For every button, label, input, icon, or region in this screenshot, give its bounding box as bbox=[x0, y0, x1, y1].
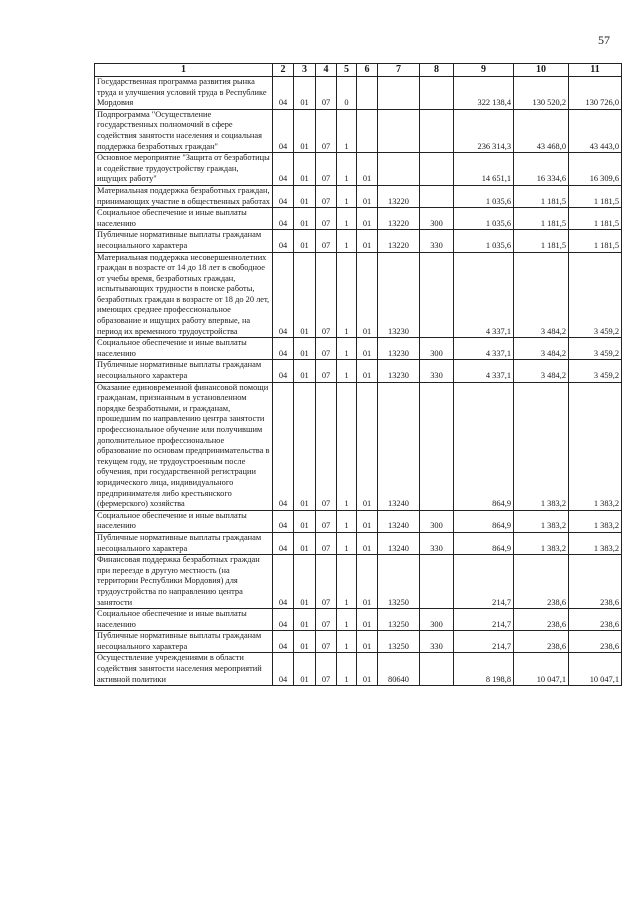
code-cell: 01 bbox=[357, 609, 378, 631]
code-cell: 01 bbox=[357, 653, 378, 686]
code-cell: 01 bbox=[294, 555, 316, 609]
amount-cell: 1 181,5 bbox=[514, 185, 569, 207]
amount-cell: 1 383,2 bbox=[514, 532, 569, 554]
code-cell: 01 bbox=[357, 185, 378, 207]
table-row bbox=[95, 77, 622, 110]
code-cell: 04 bbox=[273, 653, 294, 686]
amount-cell: 14 651,1 bbox=[454, 153, 514, 186]
code-cell bbox=[378, 77, 420, 110]
amount-cell: 1 035,6 bbox=[454, 185, 514, 207]
amount-cell: 1 181,5 bbox=[514, 230, 569, 252]
code-cell bbox=[420, 109, 454, 152]
code-cell: 07 bbox=[316, 609, 337, 631]
code-cell: 300 bbox=[420, 338, 454, 360]
amount-cell: 1 181,5 bbox=[569, 230, 622, 252]
code-cell: 04 bbox=[273, 532, 294, 554]
code-cell: 13230 bbox=[378, 252, 420, 338]
code-cell: 04 bbox=[273, 338, 294, 360]
code-cell: 07 bbox=[316, 230, 337, 252]
code-cell: 1 bbox=[337, 252, 357, 338]
code-cell: 01 bbox=[357, 631, 378, 653]
column-header: 10 bbox=[514, 64, 569, 77]
code-cell: 07 bbox=[316, 532, 337, 554]
code-cell: 1 bbox=[337, 510, 357, 532]
amount-cell: 322 138,4 bbox=[454, 77, 514, 110]
code-cell: 1 bbox=[337, 230, 357, 252]
code-cell: 1 bbox=[337, 555, 357, 609]
table-row bbox=[95, 532, 622, 554]
code-cell: 04 bbox=[273, 382, 294, 510]
row-name: Финансовая поддержка безработных граждан при переезде в другую местность (на территории Республики Мордовия) для трудоустройства по направлению центра занятости bbox=[95, 555, 273, 609]
row-name: Подпрограмма "Осуществление государственных полномочий в сфере содействия занятости населения и социальная поддержка безработных граждан" bbox=[95, 109, 273, 152]
code-cell: 01 bbox=[294, 109, 316, 152]
amount-cell: 4 337,1 bbox=[454, 338, 514, 360]
amount-cell: 1 383,2 bbox=[514, 382, 569, 510]
code-cell: 13220 bbox=[378, 230, 420, 252]
code-cell: 13230 bbox=[378, 360, 420, 382]
table-row bbox=[95, 360, 622, 382]
code-cell: 1 bbox=[337, 653, 357, 686]
table-row bbox=[95, 185, 622, 207]
amount-cell: 1 035,6 bbox=[454, 230, 514, 252]
code-cell bbox=[420, 555, 454, 609]
amount-cell: 130 520,2 bbox=[514, 77, 569, 110]
code-cell bbox=[420, 153, 454, 186]
amount-cell: 864,9 bbox=[454, 510, 514, 532]
amount-cell: 16 334,6 bbox=[514, 153, 569, 186]
row-name: Материальная поддержка безработных граждан, принимающих участие в общественных работах bbox=[95, 185, 273, 207]
code-cell: 13240 bbox=[378, 510, 420, 532]
column-header: 4 bbox=[316, 64, 337, 77]
table-row bbox=[95, 382, 622, 510]
amount-cell: 43 468,0 bbox=[514, 109, 569, 152]
code-cell: 01 bbox=[294, 382, 316, 510]
page-number: 57 bbox=[598, 33, 610, 47]
column-header: 1 bbox=[95, 64, 273, 77]
code-cell: 04 bbox=[273, 609, 294, 631]
amount-cell: 238,6 bbox=[514, 609, 569, 631]
code-cell: 07 bbox=[316, 360, 337, 382]
table-row bbox=[95, 609, 622, 631]
code-cell: 04 bbox=[273, 185, 294, 207]
code-cell: 07 bbox=[316, 510, 337, 532]
code-cell: 04 bbox=[273, 153, 294, 186]
amount-cell: 16 309,6 bbox=[569, 153, 622, 186]
amount-cell: 1 383,2 bbox=[569, 382, 622, 510]
code-cell: 04 bbox=[273, 510, 294, 532]
amount-cell: 3 459,2 bbox=[569, 338, 622, 360]
code-cell: 13230 bbox=[378, 338, 420, 360]
code-cell: 1 bbox=[337, 382, 357, 510]
table-row bbox=[95, 653, 622, 686]
row-name: Основное мероприятие "Защита от безработицы и содействие трудоустройству граждан, ищущих работу" bbox=[95, 153, 273, 186]
code-cell: 01 bbox=[357, 532, 378, 554]
code-cell: 01 bbox=[294, 77, 316, 110]
column-header: 3 bbox=[294, 64, 316, 77]
code-cell: 1 bbox=[337, 185, 357, 207]
code-cell: 1 bbox=[337, 208, 357, 230]
code-cell: 13250 bbox=[378, 555, 420, 609]
code-cell: 01 bbox=[357, 382, 378, 510]
amount-cell: 864,9 bbox=[454, 382, 514, 510]
row-name: Оказание единовременной финансовой помощи гражданам, признанным в установленном порядке безработными, и гражданам, прошедшим по направлению центра занятости профессиональное обучение или получившим дополнительное профессиональное образование по основам предпринимательства в текущем году, не трудоустроенным после обучения, при государственной регистрации юридического лица, индивидуального предпринимателя либо крестьянского (фермерского) хозяйства bbox=[95, 382, 273, 510]
table-row bbox=[95, 230, 622, 252]
code-cell: 13240 bbox=[378, 382, 420, 510]
code-cell: 04 bbox=[273, 631, 294, 653]
code-cell: 07 bbox=[316, 252, 337, 338]
code-cell: 01 bbox=[294, 653, 316, 686]
code-cell: 07 bbox=[316, 631, 337, 653]
code-cell: 13250 bbox=[378, 609, 420, 631]
code-cell: 07 bbox=[316, 555, 337, 609]
code-cell: 07 bbox=[316, 382, 337, 510]
code-cell: 01 bbox=[357, 360, 378, 382]
amount-cell: 43 443,0 bbox=[569, 109, 622, 152]
table-row bbox=[95, 208, 622, 230]
header-row bbox=[95, 64, 622, 77]
code-cell: 01 bbox=[294, 360, 316, 382]
code-cell: 01 bbox=[294, 230, 316, 252]
row-name: Публичные нормативные выплаты гражданам несоциального характера bbox=[95, 631, 273, 653]
amount-cell: 214,7 bbox=[454, 631, 514, 653]
row-name: Материальная поддержка несовершеннолетних граждан в возрасте от 14 до 18 лет в свободное от учебы время, безработных граждан, испытывающих трудности в поиске работы, безработных граждан в возрасте от 18 до 20 лет, имеющих среднее профессиональное образование и ищущих работу впервые, на период их временного трудоустройства bbox=[95, 252, 273, 338]
code-cell: 01 bbox=[357, 208, 378, 230]
amount-cell: 3 484,2 bbox=[514, 338, 569, 360]
code-cell bbox=[420, 382, 454, 510]
amount-cell: 130 726,0 bbox=[569, 77, 622, 110]
column-header: 5 bbox=[337, 64, 357, 77]
column-header: 2 bbox=[273, 64, 294, 77]
amount-cell: 1 383,2 bbox=[569, 510, 622, 532]
code-cell: 07 bbox=[316, 153, 337, 186]
amount-cell: 1 383,2 bbox=[569, 532, 622, 554]
code-cell bbox=[357, 77, 378, 110]
code-cell: 07 bbox=[316, 185, 337, 207]
code-cell: 1 bbox=[337, 532, 357, 554]
column-header: 8 bbox=[420, 64, 454, 77]
amount-cell: 238,6 bbox=[514, 555, 569, 609]
row-name: Социальное обеспечение и иные выплаты населению bbox=[95, 208, 273, 230]
column-header: 9 bbox=[454, 64, 514, 77]
table-row bbox=[95, 555, 622, 609]
amount-cell: 1 181,5 bbox=[514, 208, 569, 230]
amount-cell: 10 047,1 bbox=[514, 653, 569, 686]
amount-cell: 1 181,5 bbox=[569, 208, 622, 230]
row-name: Осуществление учреждениями в области содействия занятости населения мероприятий активной политики bbox=[95, 653, 273, 686]
code-cell: 07 bbox=[316, 208, 337, 230]
table-row bbox=[95, 109, 622, 152]
code-cell: 07 bbox=[316, 338, 337, 360]
table-row bbox=[95, 631, 622, 653]
row-name: Государственная программа развития рынка труда и улучшения условий труда в Республике Мордовия bbox=[95, 77, 273, 110]
code-cell: 07 bbox=[316, 109, 337, 152]
amount-cell: 3 459,2 bbox=[569, 360, 622, 382]
row-name: Публичные нормативные выплаты гражданам несоциального характера bbox=[95, 230, 273, 252]
amount-cell: 3 484,2 bbox=[514, 252, 569, 338]
amount-cell: 4 337,1 bbox=[454, 360, 514, 382]
code-cell: 01 bbox=[294, 609, 316, 631]
code-cell: 01 bbox=[294, 532, 316, 554]
table-row bbox=[95, 338, 622, 360]
column-header: 11 bbox=[569, 64, 622, 77]
amount-cell: 214,7 bbox=[454, 609, 514, 631]
code-cell: 01 bbox=[294, 208, 316, 230]
row-name: Социальное обеспечение и иные выплаты населению bbox=[95, 510, 273, 532]
code-cell: 01 bbox=[357, 338, 378, 360]
code-cell: 0 bbox=[337, 77, 357, 110]
amount-cell: 238,6 bbox=[514, 631, 569, 653]
code-cell: 1 bbox=[337, 109, 357, 152]
code-cell: 13220 bbox=[378, 208, 420, 230]
code-cell: 330 bbox=[420, 631, 454, 653]
code-cell: 01 bbox=[294, 252, 316, 338]
code-cell: 13250 bbox=[378, 631, 420, 653]
column-header: 7 bbox=[378, 64, 420, 77]
code-cell: 330 bbox=[420, 230, 454, 252]
code-cell: 300 bbox=[420, 510, 454, 532]
code-cell: 04 bbox=[273, 208, 294, 230]
amount-cell: 214,7 bbox=[454, 555, 514, 609]
amount-cell: 1 383,2 bbox=[514, 510, 569, 532]
code-cell: 04 bbox=[273, 252, 294, 338]
amount-cell: 1 181,5 bbox=[569, 185, 622, 207]
table-body bbox=[95, 77, 622, 686]
code-cell: 04 bbox=[273, 77, 294, 110]
code-cell: 1 bbox=[337, 360, 357, 382]
code-cell: 1 bbox=[337, 338, 357, 360]
amount-cell: 8 198,8 bbox=[454, 653, 514, 686]
code-cell: 80640 bbox=[378, 653, 420, 686]
amount-cell: 3 459,2 bbox=[569, 252, 622, 338]
code-cell bbox=[420, 185, 454, 207]
table-row bbox=[95, 510, 622, 532]
code-cell: 04 bbox=[273, 555, 294, 609]
row-name: Публичные нормативные выплаты гражданам несоциального характера bbox=[95, 360, 273, 382]
code-cell: 07 bbox=[316, 653, 337, 686]
code-cell: 01 bbox=[294, 338, 316, 360]
code-cell: 04 bbox=[273, 230, 294, 252]
code-cell: 1 bbox=[337, 153, 357, 186]
amount-cell: 238,6 bbox=[569, 609, 622, 631]
code-cell bbox=[420, 653, 454, 686]
code-cell: 01 bbox=[294, 631, 316, 653]
code-cell bbox=[357, 109, 378, 152]
code-cell: 04 bbox=[273, 360, 294, 382]
table-row bbox=[95, 252, 622, 338]
code-cell bbox=[378, 153, 420, 186]
amount-cell: 238,6 bbox=[569, 555, 622, 609]
code-cell: 01 bbox=[357, 510, 378, 532]
row-name: Социальное обеспечение и иные выплаты населению bbox=[95, 609, 273, 631]
code-cell: 01 bbox=[357, 230, 378, 252]
amount-cell: 864,9 bbox=[454, 532, 514, 554]
budget-table bbox=[94, 63, 622, 686]
column-header: 6 bbox=[357, 64, 378, 77]
code-cell: 13240 bbox=[378, 532, 420, 554]
code-cell: 1 bbox=[337, 609, 357, 631]
code-cell: 01 bbox=[357, 153, 378, 186]
amount-cell: 236 314,3 bbox=[454, 109, 514, 152]
code-cell: 01 bbox=[357, 252, 378, 338]
code-cell: 01 bbox=[357, 555, 378, 609]
code-cell bbox=[378, 109, 420, 152]
table-row bbox=[95, 153, 622, 186]
amount-cell: 238,6 bbox=[569, 631, 622, 653]
code-cell: 01 bbox=[294, 510, 316, 532]
code-cell: 1 bbox=[337, 631, 357, 653]
code-cell: 01 bbox=[294, 153, 316, 186]
code-cell bbox=[420, 77, 454, 110]
code-cell: 01 bbox=[294, 185, 316, 207]
amount-cell: 3 484,2 bbox=[514, 360, 569, 382]
code-cell: 13220 bbox=[378, 185, 420, 207]
code-cell: 330 bbox=[420, 532, 454, 554]
code-cell bbox=[420, 252, 454, 338]
amount-cell: 1 035,6 bbox=[454, 208, 514, 230]
amount-cell: 4 337,1 bbox=[454, 252, 514, 338]
code-cell: 04 bbox=[273, 109, 294, 152]
code-cell: 07 bbox=[316, 77, 337, 110]
amount-cell: 10 047,1 bbox=[569, 653, 622, 686]
row-name: Публичные нормативные выплаты гражданам несоциального характера bbox=[95, 532, 273, 554]
row-name: Социальное обеспечение и иные выплаты населению bbox=[95, 338, 273, 360]
code-cell: 330 bbox=[420, 360, 454, 382]
code-cell: 300 bbox=[420, 208, 454, 230]
code-cell: 300 bbox=[420, 609, 454, 631]
